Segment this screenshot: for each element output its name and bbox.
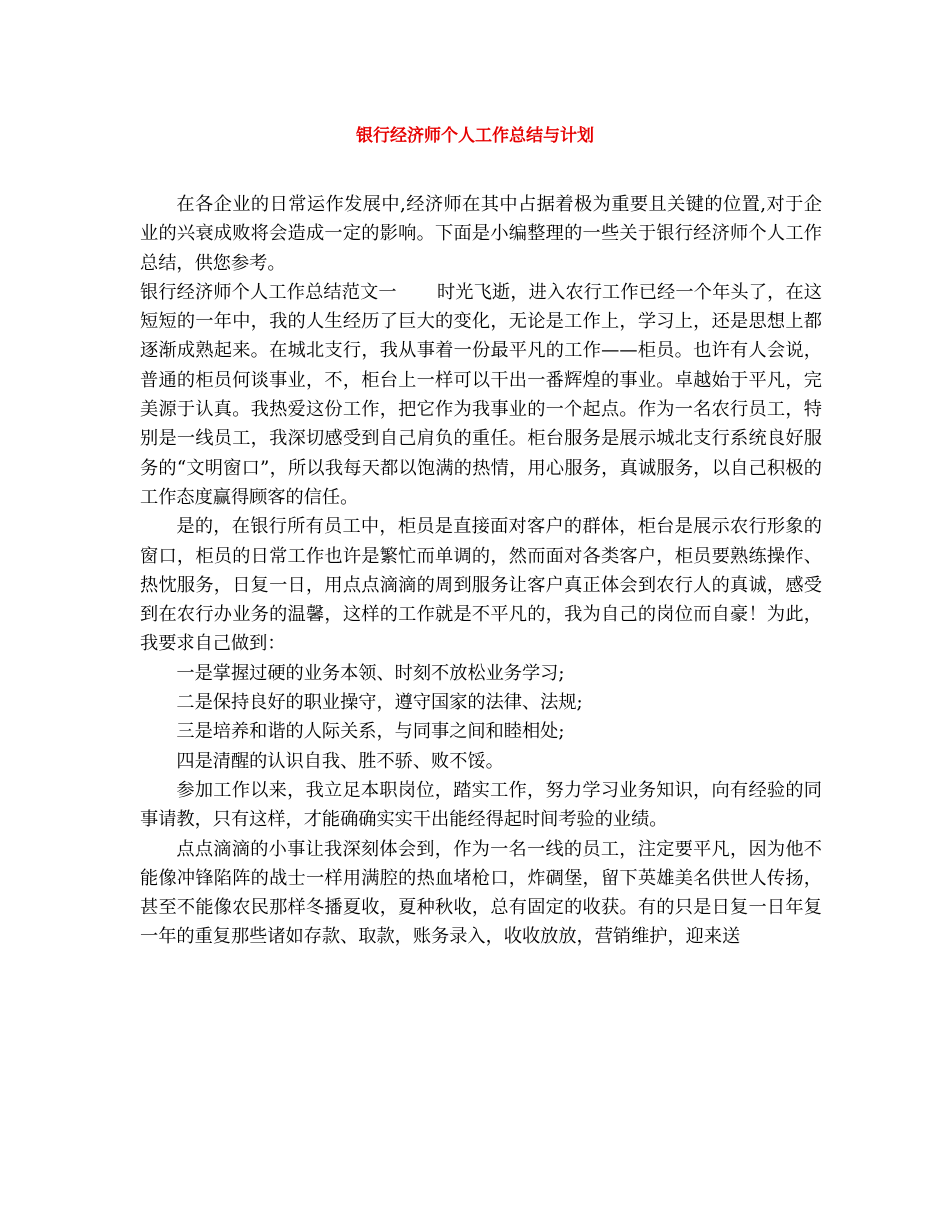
document-title: 银行经济师个人工作总结与计划 [356,126,594,146]
list-item: 三是培养和谐的人际关系，与同事之间和睦相处; [176,721,565,743]
document-body [140,190,822,952]
paragraph-4: 点点滴滴的小事让我深刻体会到，作为一名一线的员工，注定要平凡，因为他不能像冲锋陷阵的战士一样用满腔的热血堵枪口，炸碉堡，留下英雄美名供世人传扬，甚至不能像农民那样冬播夏收，夏种秋收，总有固定的收获。有的只是日复一日年复一年的重复那些诸如存款、取款，账务录入，收收放放，营销维护，迎来送 [140,838,822,948]
intro-paragraph: 在各企业的日常运作发展中,经济师在其中占据着极为重要且关键的位置,对于企业的兴衰成败将会造成一定的影响。下面是小编整理的一些关于银行经济师个人工作总结，供您参考。 [140,194,822,274]
list-item: 二是保持良好的职业操守，遵守国家的法律、法规; [176,692,583,714]
paragraph-3: 参加工作以来，我立足本职岗位，踏实工作，努力学习业务知识，向有经验的同事请教，只有这样，才能确确实实干出能经得起时间考验的业绩。 [140,779,822,831]
section-heading: 银行经济师个人工作总结范文一 [140,281,397,303]
list-item: 四是清醒的认识自我、胜不骄、败不馁。 [176,750,504,772]
section-text: 时光飞逝，进入农行工作已经一个年头了，在这短短的一年中，我的人生经历了巨大的变化，无论是工作上，学习上，还是思想上都逐渐成熟起来。在城北支行，我从事着一份最平凡的工作——柜员。也许有人会说，普通的柜员何谈事业，不，柜台上一样可以干出一番辉煌的事业。卓越始于平凡，完美源于认真。我热爱这份工作，把它作为我事业的一个起点。作为一名农行员工，特别是一线员工，我深切感受到自己肩负的重任。柜台服务是展示城北支行系统良好服务的“文明窗口”，所以我每天都以饱满的热情，用心服务，真诚服务，以自己积极的工作态度赢得顾客的信任。 [140,281,822,508]
section-paragraph [140,278,822,512]
list-item: 一是掌握过硬的业务本领、时刻不放松业务学习; [176,662,565,684]
paragraph-2: 是的，在银行所有员工中，柜员是直接面对客户的群体，柜台是展示农行形象的窗口，柜员的日常工作也许是繁忙而单调的，然而面对各类客户，柜员要熟练操作、热忱服务，日复一日，用点点滴滴的周到服务让客户真正体会到农行人的真诚，感受到在农行办业务的温馨，这样的工作就是不平凡的，我为自己的岗位而自豪！为此，我要求自己做到： [140,516,822,655]
